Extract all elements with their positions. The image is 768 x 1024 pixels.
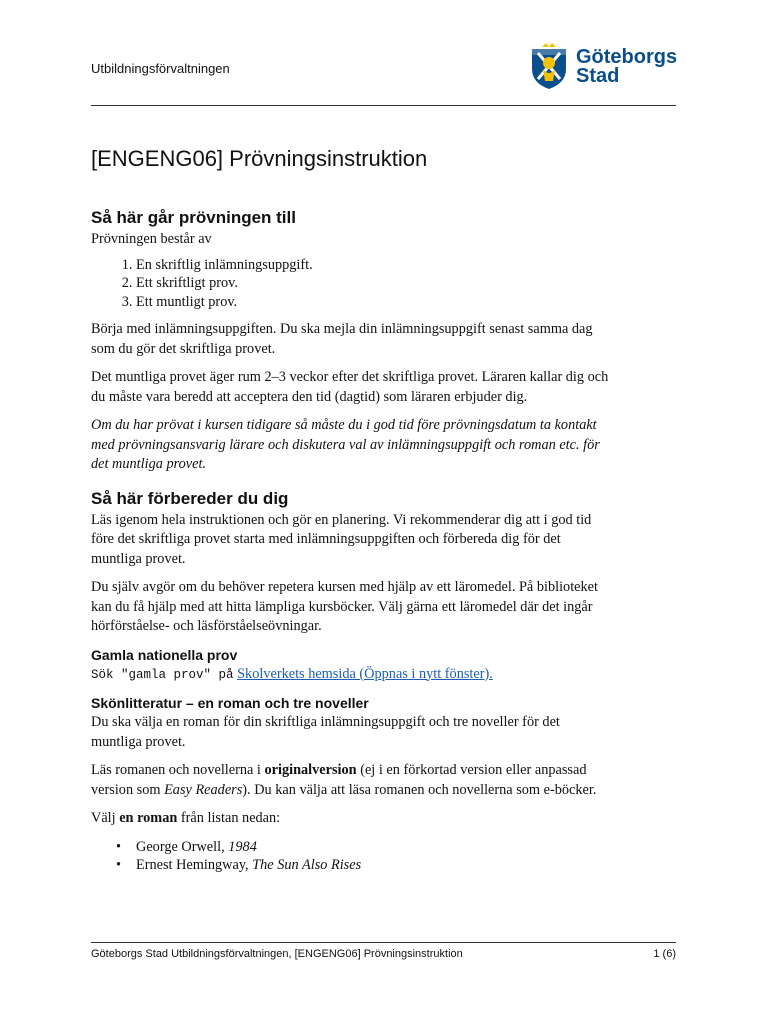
document-title: [ENGENG06] Prövningsinstruktion (91, 146, 428, 171)
paragraph: Du ska välja en roman för din skriftliga inlämningsuppgift och tre noveller för det muntliga provet. (91, 714, 560, 750)
page-footer (91, 948, 676, 960)
header-divider (91, 105, 676, 106)
subsection-heading-skonlitteratur: Skönlitteratur – en roman och tre noveller (91, 695, 369, 711)
paragraph: Läs igenom hela instruktionen och gör en planering. Vi rekommenderar dig att i god tid före det skriftliga provet starta med inlämningsuppgiften och förbereda dig för det muntliga provet. (91, 511, 592, 567)
italic-text: Easy Readers (164, 781, 243, 798)
paragraph-intro: Prövningen består av (91, 231, 212, 247)
paragraph-search (91, 665, 611, 686)
list-item: • George Orwell, 1984 (136, 838, 611, 857)
list-item: 2. Ett skriftligt prov. (136, 274, 611, 293)
document-page (91, 0, 676, 1024)
list-item: 1. En skriftlig inlämningsuppgift. (136, 256, 611, 275)
logo-text-line1: Göteborgs (576, 46, 678, 68)
coat-of-arms-icon (528, 43, 570, 91)
search-text: Sök "gamla prov" på (91, 667, 234, 682)
skolverket-link[interactable]: Skolverkets hemsida (Öppnas i nytt fönster). (237, 665, 493, 682)
book-title: 1984 (228, 838, 257, 855)
book-title: The Sun Also Rises (252, 857, 362, 873)
paragraph-italic: Om du har prövat i kursen tidigare så måste du i god tid före prövningsdatum ta kontakt med prövningsansvarig lärare och diskutera val av inlämningsuppgift och roman etc. för det muntliga provet. (91, 417, 600, 472)
footer-text: Göteborgs Stad Utbildningsförvaltningen, [ENGENG06] Prövningsinstruktion (91, 948, 463, 960)
paragraph: Det muntliga provet äger rum 2–3 veckor efter det skriftliga provet. Läraren kallar dig och du måste vara beredd att acceptera den tid (dagtid) som läraren erbjuder dig. (91, 369, 609, 405)
subsection-heading-gamla-prov: Gamla nationella prov (91, 646, 238, 663)
paragraph-valj-roman: Välj en roman från listan nedan: (91, 810, 281, 826)
goteborgs-stad-logo (528, 42, 678, 92)
page-number: 1 (6) (653, 948, 676, 960)
document-body (91, 207, 611, 884)
logo-text-line2: Stad (576, 65, 620, 87)
footer-divider (91, 942, 676, 943)
novel-list (91, 838, 611, 875)
exam-parts-list (91, 256, 611, 312)
list-item: • Ernest Hemingway, The Sun Also Rises (136, 856, 611, 875)
paragraph-originalversion: Läs romanen och novellerna i originalversion (ej i en förkortad version eller anpassad version som Easy Readers). Du kan välja att läsa romanen och novellerna som e-böcker. (91, 762, 597, 798)
paragraph: Du själv avgör om du behöver repetera kursen med hjälp av ett läromedel. På biblioteket kan du få hjälp med att hitta lämpliga kursböcker. Välj gärna ett läromedel där det ingår hörförståelse- och läsförståelseövningar. (91, 579, 598, 634)
list-item: 3. Ett muntligt prov. (136, 293, 611, 312)
bold-text: originalversion (264, 762, 357, 778)
paragraph: Börja med inlämningsuppgiften. Du ska mejla din inlämningsuppgift senast samma dag som du gör det skriftliga provet. (91, 321, 593, 357)
section-heading-provningen: Så här går prövningen till (91, 208, 296, 227)
section-heading-forbereder: Så här förbereder du dig (91, 488, 289, 508)
bold-text: en roman (119, 810, 178, 826)
header-organization: Utbildningsförvaltningen (91, 61, 230, 76)
